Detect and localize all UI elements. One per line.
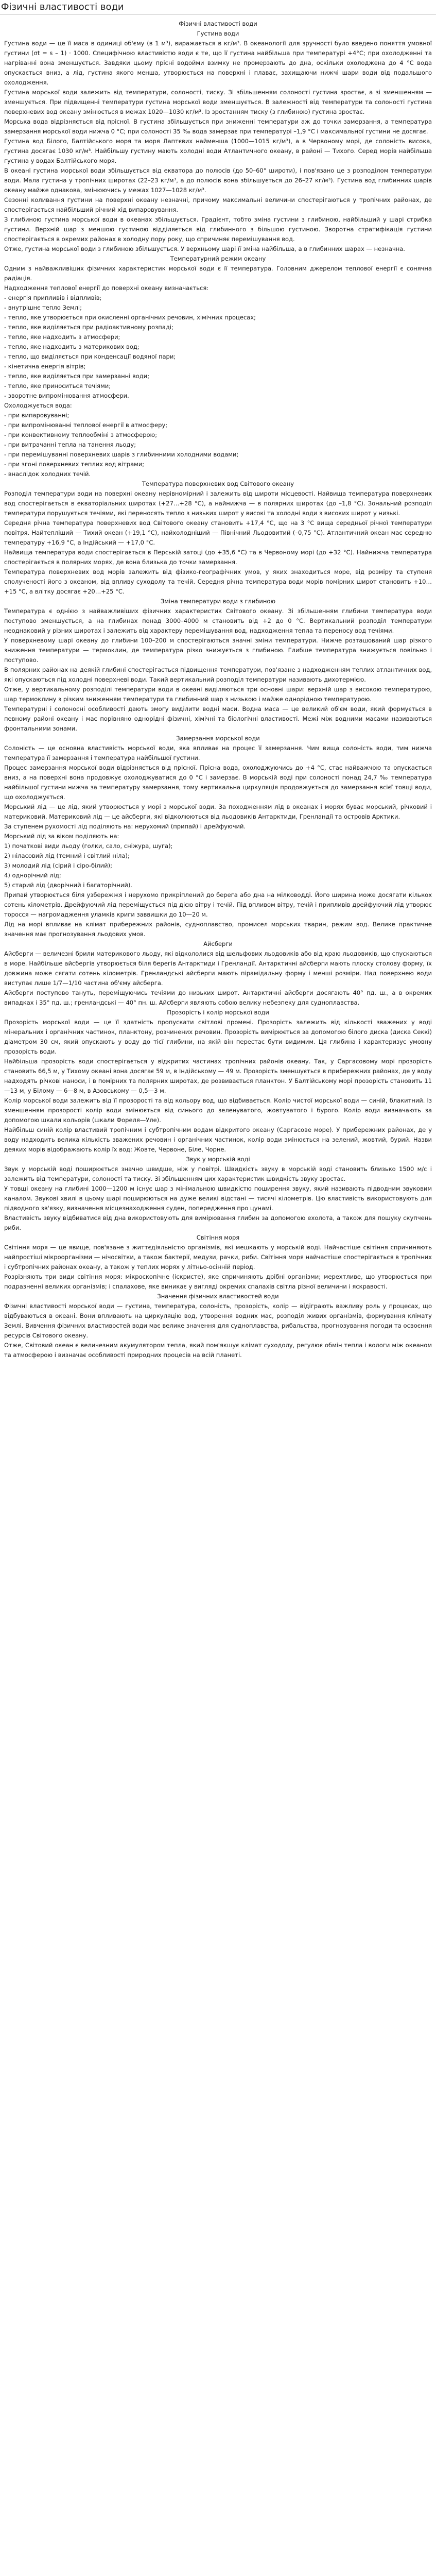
list-item: - при випромінюванні теплової енергії в атмосферу;: [4, 421, 168, 429]
list-item: - зворотне випромінювання атмосфери.: [4, 392, 129, 399]
paragraph: З глибиною густина морської води в океанах збільшується. Градієнт, тобто зміна густини з глибиною, найбільший у шарі стрибка густини. Верхній шар з меншою густиною відділяється від глибинного з більшою густиною. Зворотна стратифікація густини спостерігається в окремих районах в холодну пору року, що спричиняє перемішування вод.: [4, 216, 432, 243]
list-item: - при перемішуванні поверхневих шарів з глибинними холодними водами;: [4, 451, 239, 458]
list-item: 2) ніласовий лід (темний і світлий ніла);: [4, 852, 130, 859]
section-heading: Температура поверхневих вод Світового океану: [142, 480, 294, 487]
paragraph: У товщі океану на глибині 1000—1200 м існує шар з мінімальною швидкістю поширення звуку, який називають підводним звуковим каналом. Звукові хвилі в цьому шарі поширюються на дуже великі відстані — тисячі кілометрів. Цю властивість використовують для підводного зв'язку, визначення місцезнаходження суден, попередження про цунамі.: [4, 1185, 432, 1212]
section-heading: Звук у морській воді: [186, 1156, 250, 1163]
list-item: - тепло, яке приноситься течіями;: [4, 382, 111, 389]
paragraph: Морський лід — це лід, який утворюється у морі з морської води. За походженням лід в океанах і морях буває морський, річковий і материковий. Материковий лід — це айсберги, які відколюються від льодовиків Антарктиди, Гренландії та островів Арктики.: [4, 803, 432, 820]
list-item: - внутрішнє тепло Землі;: [4, 304, 82, 311]
paragraph: Сезонні коливання густини на поверхні океану незначні, причому максимальні величини спостерігаються у тропічних районах, де спостерігається найбільший річний хід випаровування.: [4, 196, 432, 213]
paragraph: Найбільш синій колір властивий тропічним і субтропічним водам відкритого океану (Саргасове море). У прибережних районах, де у воду надходить велика кількість зважених речовин і органічних частинок, колір води змінюється на зелений, жовтий, бурий. Назви деяких морів відображають колір їх вод: Жовте, Червоне, Біле, Чорне.: [4, 1126, 432, 1153]
paragraph: Прозорість морської води — це її здатність пропускати світлові промені. Прозорість залежить від кількості зважених у воді мінеральних і органічних частинок, планктону, розчинених речовин. Прозорість вимірюється за допомогою білого диска (диска Секкі) діаметром 30 см, який опускають у воду до тієї глибини, на якій він перестає бути видимим. Ця глибина і характеризує умовну прозорість води.: [4, 1019, 432, 1055]
list-item: - при конвективному теплообміні з атмосферою;: [4, 431, 158, 438]
list-item: 3) молодий лід (сірий і сіро-білий);: [4, 862, 112, 869]
title-divider: [0, 14, 436, 15]
section-heading: Зміна температури води з глибиною: [160, 598, 276, 605]
paragraph: Найбільша прозорість води спостерігається у відкритих частинах тропічних районів океану. Так, у Саргасовому морі прозорість становить 66,5 м, у Тихому океані вона досягає 59 м, в Індійському — 49 м. Прозорість зменшується в прибережних районах, де у воду надходять річкові наноси, і в помірних та полярних широтах, де розвивається планктон. У Балтійському морі прозорість становить 11—13 м, у Білому — 6—8 м, в Азовському — 0,5—3 м.: [4, 1058, 432, 1094]
section-heading: Фізичні властивості води: [179, 20, 257, 27]
list-item: 1) початкові види льоду (голки, сало, сніжура, шуга);: [4, 842, 173, 850]
paragraph: Отже, густина морської води з глибиною збільшується. У верхньому шарі її зміна найбільша, а в глибинних шарах — незначна.: [4, 245, 405, 252]
paragraph: Одним з найважливіших фізичних характеристик морської води є її температура. Головним джерелом теплової енергії є сонячна радіація.: [4, 265, 432, 282]
paragraph: Густина морської води залежить від температури, солоності, тиску. Зі збільшенням солоності густина зростає, а зі зменшенням — зменшується. При підвищенні температури густина морської води зменшується. В залежності від температури та солоності густина поверхневих вод океану змінюється в межах 1020—1030 кг/м³. Із зростанням тиску (з глибиною) густина зростає.: [4, 89, 432, 115]
paragraph: Густина вод Білого, Балтійського моря та моря Лаптєвих найменша (1000—1015 кг/м³), а в Червоному морі, де солоність висока, густина досягає 1030 кг/м³. Найбільшу густину мають холодні води Атлантичного океану, в районі — Тихого. Серед морів найбільша густина у водах Балтійського моря.: [4, 138, 432, 164]
list-item: - внаслідок холодних течій.: [4, 470, 91, 478]
section-heading: Світіння моря: [196, 1234, 240, 1241]
paragraph: Густина води — це її маса в одиниці об'єму (в 1 м³), виражається в кг/м³. В океанології для зручності було введено поняття умовної густини (σt = s – 1) · 1000. Специфічною властивістю води є те, що її густина найбільша при температурі +4°С; при охолодженні та нагріванні вона зменшується. Завдяки цьому прісні водойми взимку не промерзають до дна, оскільки охолоджена до 4 °С вода опускається вниз, а лід, густина якого менша, утворюється на поверхні і плаває, захищаючи нижчі шари води від подальшого охолодження.: [4, 40, 432, 86]
paragraph: Температурні і солоносні особливості дають змогу виділити водні маси. Водна маса — це великий об'єм води, який формується в певному районі океану і має порівняно однорідні фізичні, хімічні та біологічні властивості. Межі між водними масами називаються фронтальними зонами.: [4, 705, 432, 732]
list-item: - тепло, яке надходить з атмосфери;: [4, 333, 120, 341]
paragraph: Надходження теплової енергії до поверхні океану визначається:: [4, 284, 209, 292]
list-item: - кінетична енергія вітрів;: [4, 363, 86, 370]
list-item: 5) старий лід (дворічний і багаторічний).: [4, 882, 132, 889]
paragraph: Температура поверхневих вод морів залежить від фізико-географічних умов, у яких знаходиться море, від розміру та ступеня сполученості його з океаном, від впливу суходолу та течій. Середня річна температура води морів помірних широт становить +10…+15 °С, а влітку досягає +20…+25 °С.: [4, 568, 432, 595]
paragraph: Середня річна температура поверхневих вод Світового океану становить +17,4 °С, що на 3 °С вища середньої річної температури повітря. Найтепліший — Тихий океан (+19,1 °С), найхолодніший — Північний Льодовитий (–0,75 °С). Атлантичний океан має середню температуру +16,9 °С, а Індійський — +17,0 °С.: [4, 519, 432, 546]
paragraph: Властивість звуку відбиватися від дна використовують для вимірювання глибин за допомогою ехолота, а також для пошуку скупчень риби.: [4, 1214, 432, 1231]
paragraph: Отже, Світовий океан є величезним акумулятором тепла, який пом'якшує клімат суходолу, регулює обмін тепла і вологи між океаном та атмосферою і визначає особливості природних процесів на всій планеті.: [4, 1342, 432, 1359]
paragraph: Припай утворюється біля узбережжя і нерухомо прикріплений до берега або дна на мілководді. Його ширина може досягати кількох сотень кілометрів. Дрейфуючий лід переміщується під дією вітру і течій. Під впливом вітру, течій і припливів дрейфуючий лід утворює торосся — нагромадження уламків криги заввишки до 10—20 м.: [4, 891, 432, 918]
list-item: 4) однорічний лід;: [4, 872, 61, 879]
section-heading: Прозорість і колір морської води: [167, 1009, 269, 1016]
list-item: - тепло, яке утворюється при окисленні органічних речовин, хімічних процесах;: [4, 314, 256, 321]
paragraph: У поверхневому шарі океану до глибини 100–200 м спостерігаються значні зміни температури. Нижче розташований шар різкого зниження температури — термоклин, де температура різко знижується з глибиною. Глибше температура знижується повільно і поступово.: [4, 637, 432, 664]
paragraph: Отже, у вертикальному розподілі температури води в океані виділяються три основні шари: верхній шар з високою температурою, шар термоклину з різким зниженням температури та глибинний шар з низькою і майже однорідною температурою.: [4, 686, 432, 703]
paragraph: Солоність — це основна властивість морської води, яка впливає на процес її замерзання. Чим вища солоність води, тим нижча температура її замерзання і температура найбільшої густини.: [4, 744, 432, 761]
paragraph: Температура є однією з найважливіших фізичних характеристик Світового океану. Зі збільшенням глибини температура води поступово зменшується, а на глибинах понад 3000–4000 м становить від +2 до 0 °С. Вертикальний розподіл температури неоднаковий у різних широтах і залежить від характеру перемішування вод, надходження тепла та переносу вод течіями.: [4, 607, 432, 634]
paragraph: Колір морської води залежить від її прозорості та від кольору вод, що відбивається. Колір чистої морської води — синій, блакитний. Із зменшенням прозорості колір води змінюється від синього до зеленуватого, жовтуватого і бурого. Колір води визначають за допомогою шкали кольорів (шкали Фореля—Уле).: [4, 1097, 432, 1124]
section-heading: Густина води: [197, 30, 239, 37]
list-item: - тепло, що виділяється при конденсації водяної пари;: [4, 353, 176, 360]
list-item: - енергія припливів і відпливів;: [4, 294, 102, 301]
list-item: - при випаровуванні;: [4, 412, 69, 419]
paragraph: Розрізняють три види світіння моря: мікроскопічне (іскристе), яке спричиняють дрібні організми; мерехтливе, що утворюється при подразненні великих організмів; і спалахове, яке виникає у вигляді окремих спалахів світла різної величини і яскравості.: [4, 1273, 432, 1290]
list-item: - тепло, яке виділяється при радіоактивному розпаді;: [4, 324, 173, 331]
article-body: [0, 19, 436, 1370]
page-title: Фізичні властивості води: [1, 2, 124, 12]
section-heading: Айсберги: [203, 940, 233, 947]
paragraph: В полярних районах на деякій глибині спостерігається підвищення температури, пов'язане з надходженням теплих атлантичних вод, які опускаються під холодні поверхневі води. Такий вертикальний розподіл температури називають дихотермією.: [4, 666, 432, 683]
paragraph: Айсберги поступово тануть, переміщуючись течіями до низьких широт. Антарктичні айсберги досягають 40° пд. ш., а в окремих випадках і 35° пд. ш.; гренландські — 40° пн. ш. Айсберги являють собою велику небезпеку для судноплавства.: [4, 989, 432, 1006]
paragraph: Світіння моря — це явище, пов'язане з життєдіяльністю організмів, які мешкають у морській воді. Найчастіше світіння спричиняють найпростіші мікроорганізми — нічосвітки, а також бактерії, медузи, рачки, риби. Світіння моря найчастіше спостерігається в тропічних і субтропічних районах океану, а також у теплих морях у літньо-осінній період.: [4, 1244, 432, 1270]
paragraph: Процес замерзання морської води відрізняється від прісної. Прісна вода, охолоджуючись до +4 °С, стає найважчою та опускається вниз, а на поверхні вона продовжує охолоджуватися до 0 °С і замерзає. В морській воді при солоності понад 24,7 ‰ температура найбільшої густини нижча за температуру замерзання, тому вертикальна циркуляція продовжується до замерзання всієї товщі води, що охолоджується.: [4, 764, 432, 801]
section-heading: Замерзання морської води: [176, 735, 260, 742]
paragraph: Звук у морській воді поширюється значно швидше, ніж у повітрі. Швидкість звуку в морській воді становить близько 1500 м/с і залежить від температури, солоності та тиску. Зі збільшенням цих характеристик швидкість звуку зростає.: [4, 1165, 432, 1182]
paragraph: Айсберги — величезні брили материкового льоду, які відкололися від шельфових льодовиків або від краю льодовиків, що спускаються в море. Найбільше айсбергів утворюється біля берегів Антарктиди і Гренландії. Антарктичні айсберги мають плоску столову форму, їх довжина може сягати сотень кілометрів. Гренландські айсберги мають пірамідальну форму і менші розміри. Над поверхнею води виступає лише 1/7—1/10 частина об'єму айсберга.: [4, 950, 432, 987]
paragraph: Найвища температура води спостерігається в Перській затоці (до +35,6 °С) та в Червоному морі (до +32 °С). Найнижча температура спостерігається в полярних морях, де вона близька до точки замерзання.: [4, 549, 432, 566]
list-item: - при згоні поверхневих теплих вод вітрами;: [4, 461, 145, 468]
paragraph: Охолоджується вода:: [4, 402, 72, 409]
paragraph: Розподіл температури води на поверхні океану нерівномірний і залежить від широти місцевості. Найвища температура поверхневих вод спостерігається в екваторіальних широтах (+27…+28 °С), а найнижча — в полярних широтах (до –1,8 °С). Зональний розподіл температури порушується течіями, які переносять тепло з низьких широт у високі та холодні води з високих широт у низькі.: [4, 490, 432, 517]
paragraph: В океані густина морської води збільшується від екватора до полюсів (до 50–60° широти), і пов'язано це з розподілом температури води. Мала густина у тропічних широтах (22–23 кг/м³, а до полюсів вона збільшується до 26–27 кг/м³). Густина вод глибинних шарів океану майже однакова, змінюючись у межах 1027—1028 кг/м³.: [4, 167, 432, 194]
section-heading: Значення фізичних властивостей води: [157, 1293, 279, 1300]
list-item: - тепло, яке надходить з материкових вод;: [4, 343, 139, 350]
paragraph: Морський лід за віком поділяють на:: [4, 833, 119, 840]
paragraph: Лід на морі впливає на клімат прибережних районів, судноплавство, промисел морських тварин, режим вод. Велике практичне значення має прогнозування льодових умов.: [4, 921, 432, 938]
list-item: - при витрачанні тепла на танення льоду;: [4, 441, 136, 448]
section-heading: Температурний режим океану: [170, 255, 266, 262]
paragraph: За ступенем рухомості лід поділяють на: нерухомий (припай) і дрейфуючий.: [4, 823, 246, 830]
list-item: - тепло, яке виділяється при замерзанні води;: [4, 372, 150, 380]
paragraph: Фізичні властивості морської води — густина, температура, солоність, прозорість, колір — відіграють важливу роль у процесах, що відбуваються в океані. Вони впливають на циркуляцію вод, утворення водних мас, розподіл живих організмів, формування клімату Землі. Вивчення фізичних властивостей води має велике значення для судноплавства, рибальства, прогнозування погоди та освоєння ресурсів Світового океану.: [4, 1302, 432, 1339]
paragraph: Морська вода відрізняється від прісної. В густина збільшується при зниженні температури аж до точки замерзання, а температура замерзання морської води нижча 0 °С; при солоності 35 ‰ вода замерзає при температурі –1,9 °С і максимальної густини не досягає.: [4, 118, 432, 135]
